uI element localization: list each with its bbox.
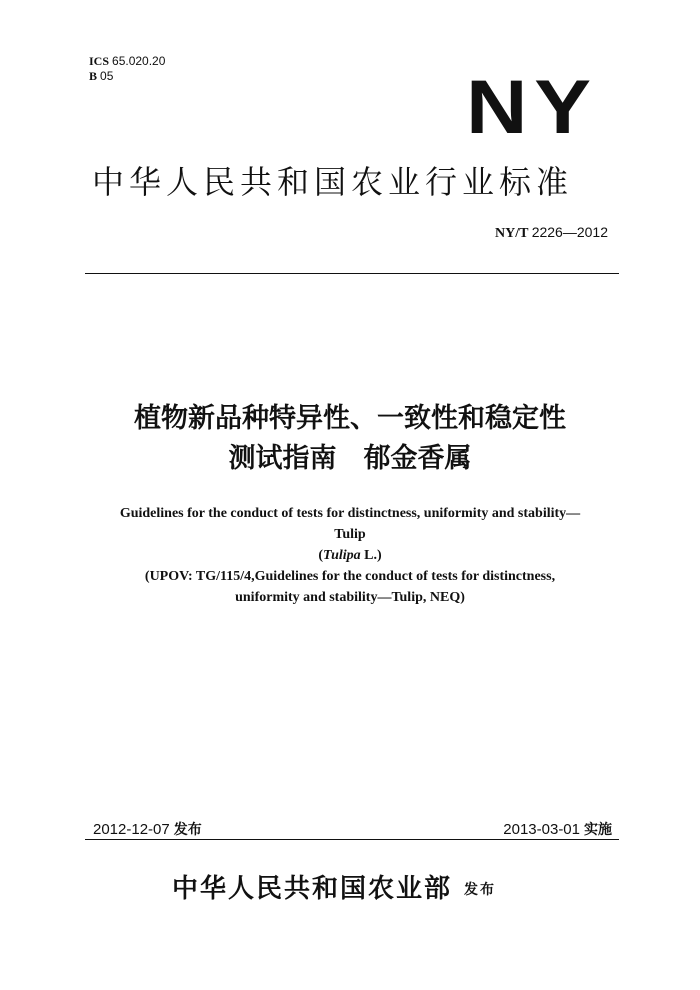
issue-date <box>93 819 202 839</box>
effective-date-value: 2013-03-01 <box>503 821 580 838</box>
top-divider <box>85 273 619 274</box>
ccs-code: 05 <box>100 69 114 83</box>
title-en-line1: Guidelines for the conduct of tests for distinctness, uniformity and stability— <box>119 506 581 521</box>
ccs-label: B <box>89 69 98 83</box>
ics-label: ICS <box>89 54 110 68</box>
standard-code-number: 2226—2012 <box>531 224 608 240</box>
title-en-latin-rest: L.) <box>360 548 382 563</box>
ics-classification <box>89 54 165 84</box>
title-en-line5: uniformity and stability—Tulip, NEQ) <box>235 590 465 605</box>
title-en-line2: Tulip <box>334 527 366 542</box>
ccs-line <box>89 69 165 84</box>
title-en-line4: (UPOV: TG/115/4,Guidelines for the conduct of tests for distinctness, <box>144 569 556 584</box>
standard-code <box>495 224 608 242</box>
ics-code: 65.020.20 <box>112 54 166 68</box>
ics-line <box>89 54 165 69</box>
standard-code-prefix: NY/T <box>495 226 529 241</box>
publisher-name: 中华人民共和国农业部 <box>172 874 453 904</box>
issue-date-label: 发布 <box>173 822 202 838</box>
ny-logo: NY <box>466 65 598 150</box>
title-en-paren-open: ( <box>318 548 324 563</box>
issue-date-value: 2012-12-07 <box>93 821 170 838</box>
publisher-label: 发布 <box>464 882 497 898</box>
effective-date-label: 实施 <box>584 822 612 838</box>
latin-genus-name: Tulipa <box>323 548 361 563</box>
title-zh-line1: 植物新品种特异性、一致性和稳定性 <box>134 403 566 434</box>
effective-date <box>503 819 612 839</box>
bottom-divider <box>85 839 619 840</box>
publisher <box>172 868 496 905</box>
standard-name: 中华人民共和国农业行业标准 <box>92 163 574 201</box>
title-en-line3 <box>60 545 640 567</box>
title-zh-line2: 测试指南 郁金香属 <box>228 443 472 474</box>
